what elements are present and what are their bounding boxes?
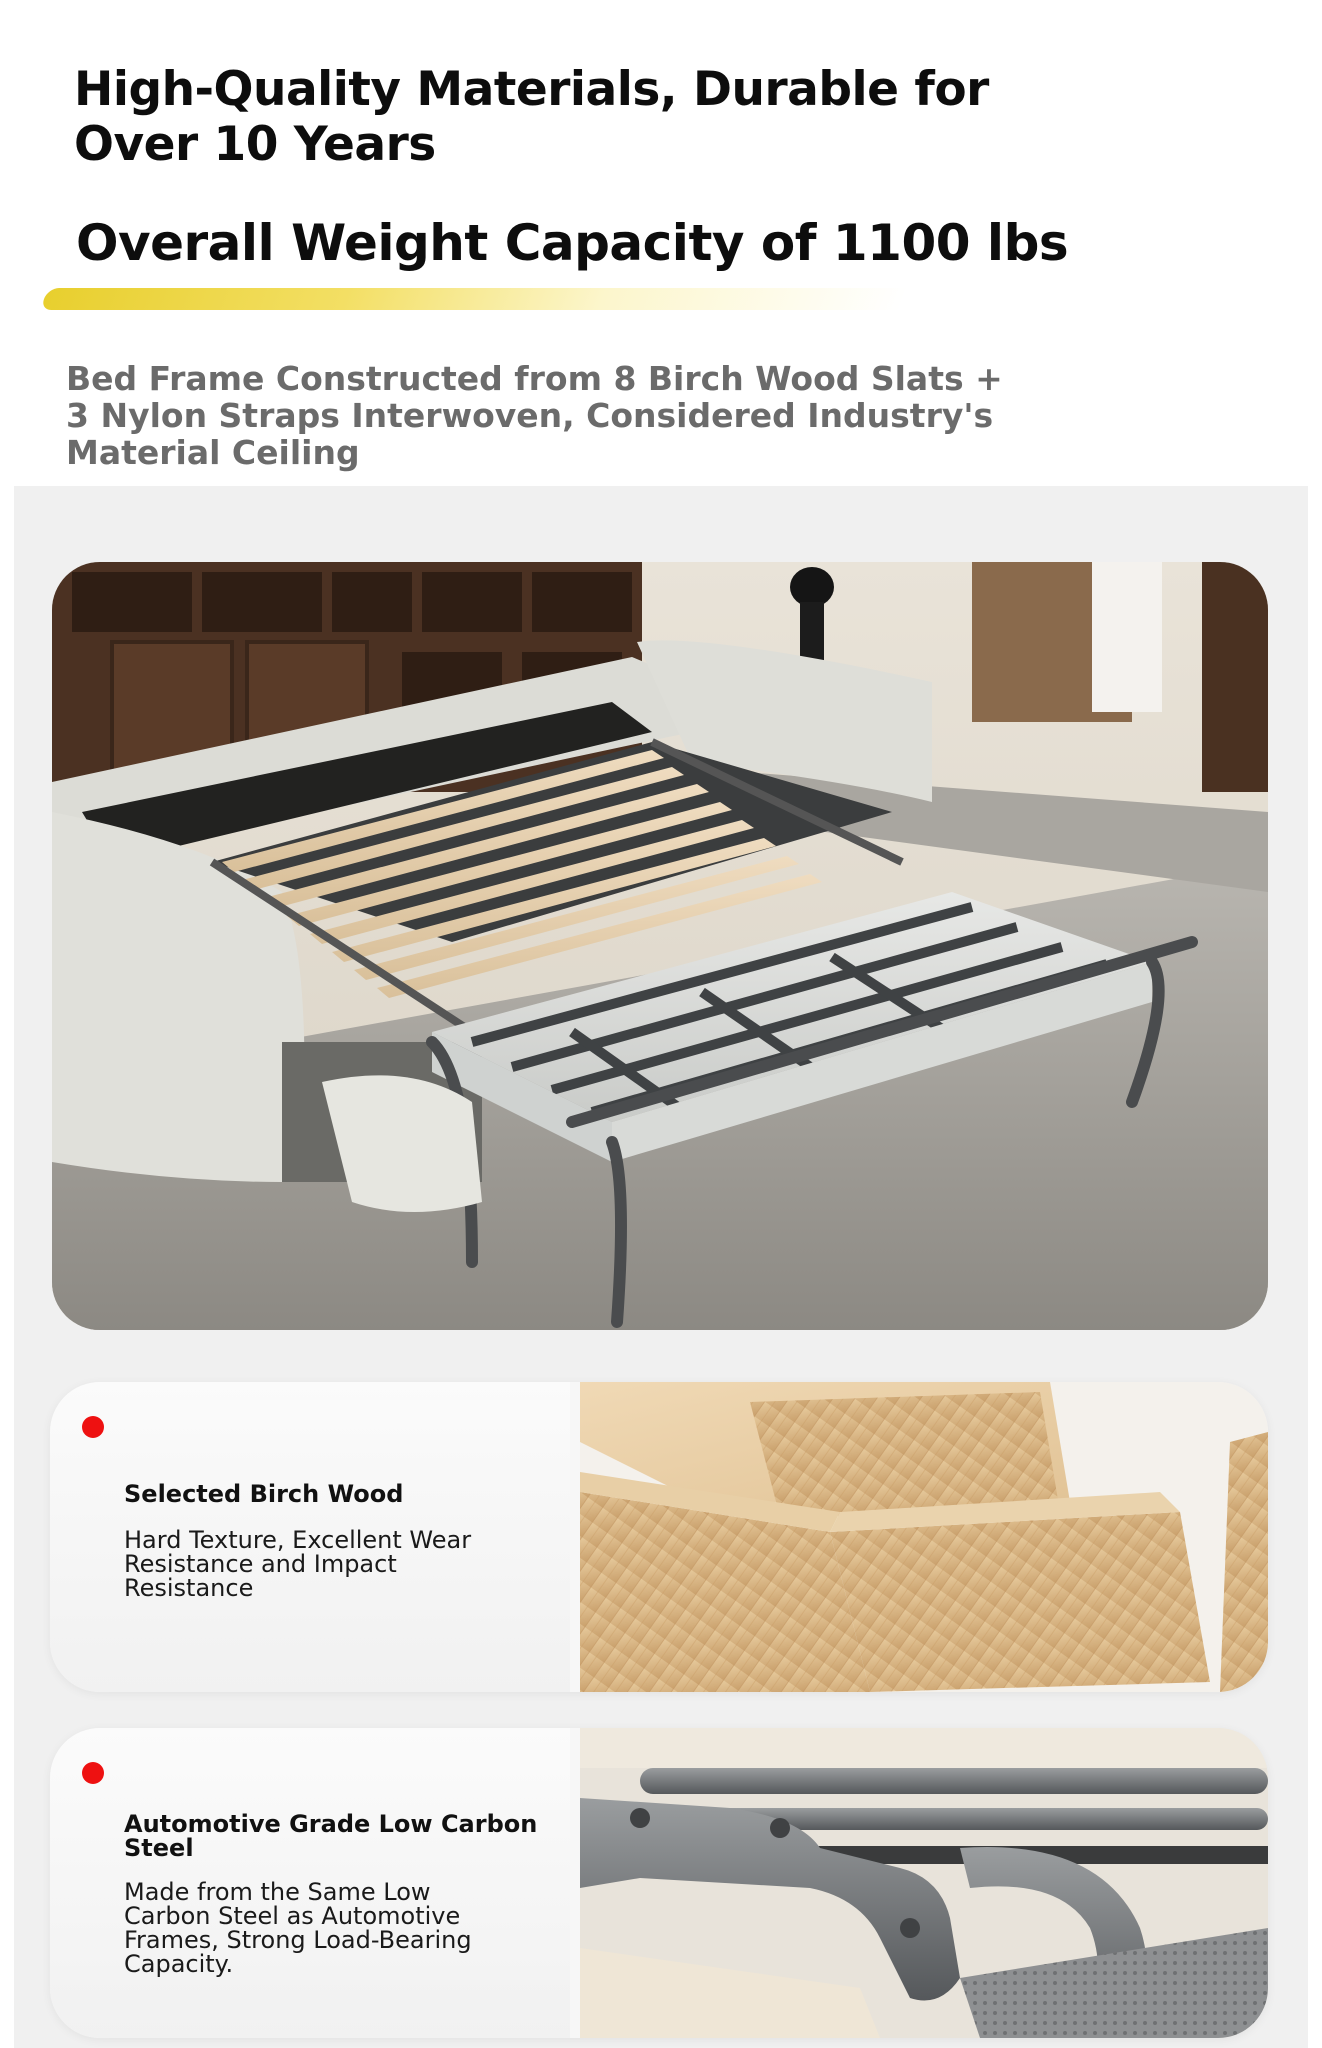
headline: High-Quality Materials, Durable for Over 10 Years	[74, 62, 989, 172]
feature-body: Hard Texture, Excellent Wear Resistance and Impact Resistance	[124, 1526, 472, 1602]
birch-wood-blocks-photo	[580, 1382, 1268, 1692]
feature-text-panel	[50, 1382, 570, 1692]
feature-text-panel	[50, 1728, 570, 2038]
bullet-dot	[82, 1416, 104, 1438]
feature-card-birch-wood	[50, 1382, 1268, 1692]
accent-underline	[40, 288, 908, 310]
feature-body: Made from the Same Low Carbon Steel as Automotive Frames, Strong Load-Bearing Capacity.	[124, 1878, 472, 1978]
feature-title: Selected Birch Wood	[124, 1480, 404, 1508]
description: Bed Frame Constructed from 8 Birch Wood Slats + 3 Nylon Straps Interwoven, Considered Industry's Material Ceiling	[66, 359, 1003, 472]
subhead: Overall Weight Capacity of 1100 lbs	[76, 214, 1069, 272]
feature-card-steel	[50, 1728, 1268, 2038]
steel-frame-hinge-photo	[580, 1728, 1268, 2038]
bullet-dot	[82, 1762, 104, 1784]
feature-title: Automotive Grade Low Carbon Steel	[124, 1810, 538, 1862]
sofa-bed-frame-photo	[52, 562, 1268, 1330]
